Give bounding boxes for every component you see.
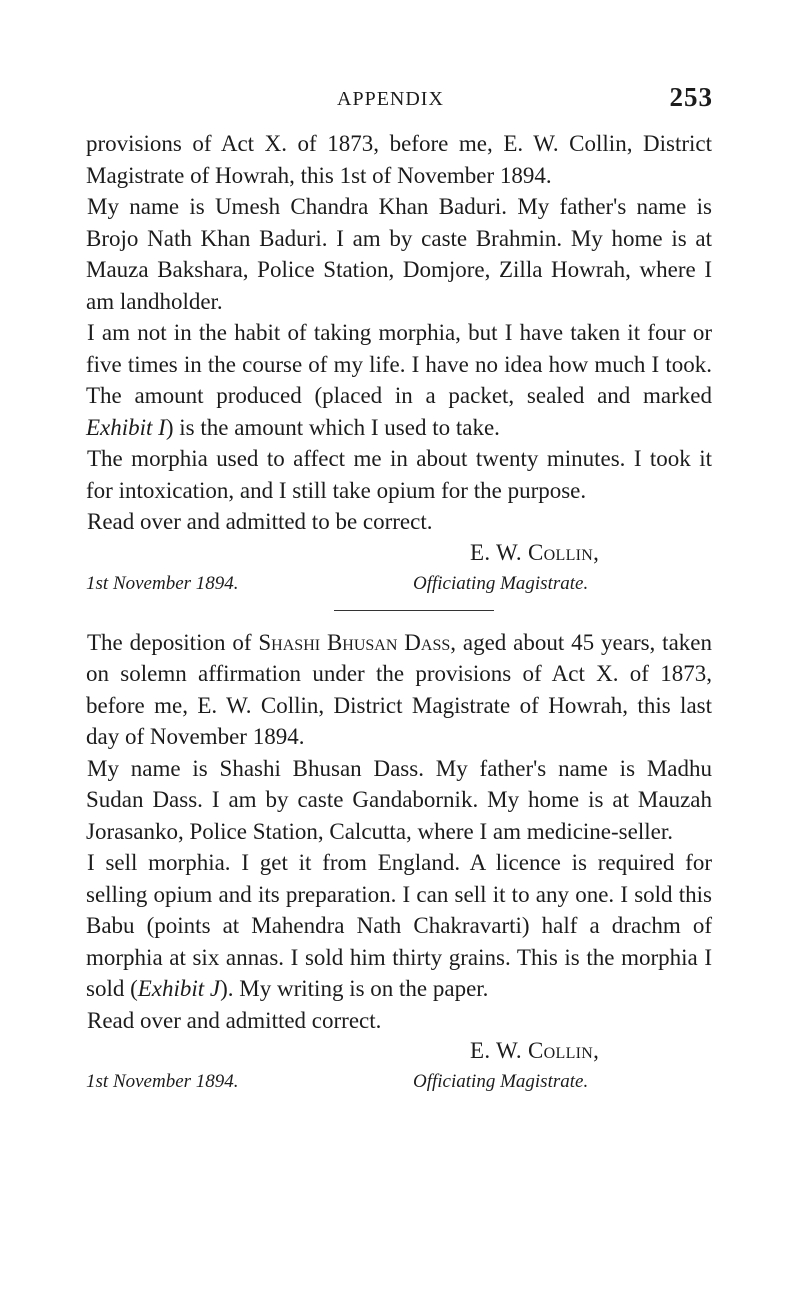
body-text <box>86 128 712 1096</box>
text-run: I sell morphia. I get it from England. A licence is required for selling opium and its preparation. I can sell it to any one. I sold this Babu (points at Mahendra Nath Chakravarti) half a drachm of morphia at six annas. I sold him thirty grains. This is the morphia I sold ( <box>86 850 712 1001</box>
paragraph-identity: My name is Umesh Chandra Khan Baduri. My father's name is Brojo Nath Khan Baduri. I am by caste Brahmin. My home is at Mauza Bakshara, Police Station, Domjore, Zilla Howrah, where I am landholder. <box>86 194 712 314</box>
paragraph-sale <box>86 847 712 1005</box>
page-number: 253 <box>669 82 713 112</box>
text-run: ). My writing is on the paper. <box>220 976 489 1001</box>
date-day: 1st <box>86 1071 109 1092</box>
paragraph-effect: The morphia used to affect me in about twenty minutes. I took it for intoxication, and I still take opium for the purpose. <box>86 446 712 503</box>
text-run: I am not in the habit of taking morphia, but I have taken it four or five times in the course of my life. I have no idea how much I took. The amount produced (placed in a packet, sealed and marked <box>86 320 712 408</box>
date-day: 1st <box>86 572 109 594</box>
paragraph-deposition-intro <box>86 627 712 753</box>
text-run: ) is the amount which I used to take. <box>165 414 500 440</box>
signature-row <box>86 568 712 598</box>
signature-name: E. W. Collin, <box>470 539 600 565</box>
deposition-shashi <box>86 627 712 1097</box>
running-head <box>0 82 800 118</box>
paragraph-continuation: provisions of Act X. of 1873, before me, E. W. Collin, District Magistrate of Howrah, this 1st of November 1894. <box>86 131 712 188</box>
paragraph-read-over: Read over and admitted to be correct. <box>87 509 433 534</box>
exhibit-reference: Exhibit J <box>137 976 221 1001</box>
text-run: The deposition of <box>87 629 259 655</box>
deponent-name: Shashi Bhusan Dass <box>258 629 451 655</box>
paragraph-identity: My name is Shashi Bhusan Dass. My father's name is Madhu Sudan Dass. I am by caste Gandabornik. My home is at Mauzah Jorasanko, Police Station, Calcutta, where I am medicine-seller. <box>86 755 712 844</box>
signature-name: E. W. Collin, <box>470 1038 600 1063</box>
running-head-title: APPENDIX <box>337 88 444 110</box>
official-title: Officiating Magistrate. <box>413 572 589 594</box>
section-divider <box>334 610 494 611</box>
exhibit-reference: Exhibit I <box>86 414 166 440</box>
paragraph-morphia-habit <box>86 317 712 443</box>
deposition-umesh <box>86 128 712 598</box>
deposition-date <box>86 568 239 600</box>
text-run: , aged about 45 years, taken on solemn affirmation under the provisions of Act X. of 1873, before me, E. W. Collin, District Magistrate of Howrah, this last day of November 1894. <box>86 629 712 749</box>
official-title: Officiating Magistrate. <box>413 1071 589 1092</box>
date-rest: November 1894. <box>108 1071 239 1092</box>
date-rest: November 1894. <box>108 572 239 594</box>
deposition-date <box>86 1066 239 1098</box>
signature-row <box>86 1066 712 1096</box>
paragraph-read-over: Read over and admitted correct. <box>87 1007 382 1033</box>
